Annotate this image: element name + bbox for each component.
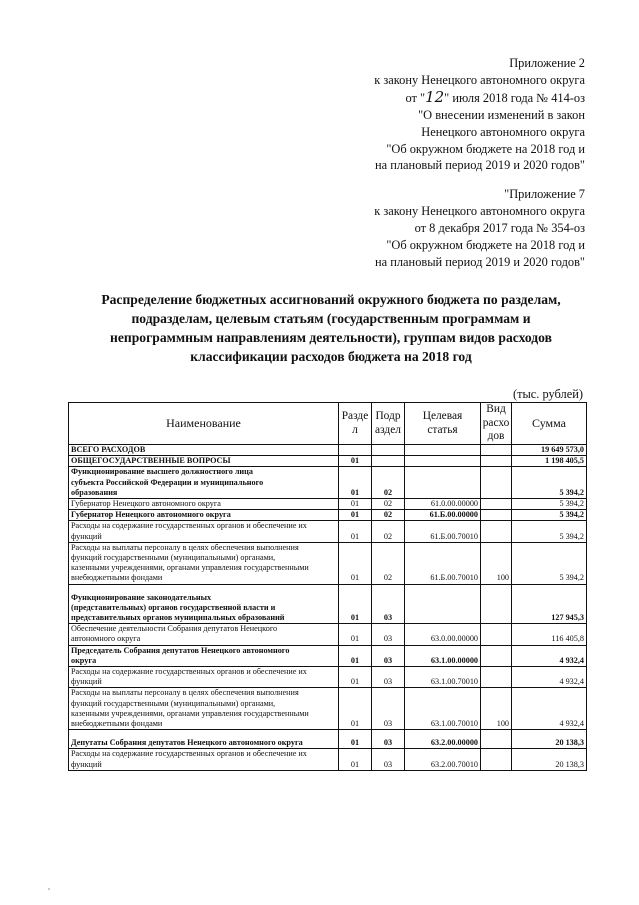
header-kind: Вид расхо дов bbox=[481, 403, 512, 445]
annex-7-reference bbox=[374, 186, 585, 271]
row-name bbox=[69, 467, 339, 499]
row-sum: 19 649 573,0 bbox=[512, 445, 587, 456]
row-name bbox=[69, 499, 339, 510]
row-target bbox=[405, 456, 481, 467]
table-row bbox=[69, 521, 587, 542]
row-sum: 4 932,4 bbox=[512, 667, 587, 688]
annex-line: на плановый период 2019 и 2020 годов" bbox=[375, 158, 585, 173]
row-name-line: внебюджетными фондами bbox=[71, 719, 163, 729]
row-name-line: округа bbox=[71, 655, 97, 665]
row-sum: 1 198 405,5 bbox=[512, 456, 587, 467]
row-section: 01 bbox=[339, 510, 372, 521]
row-name-line: функций государственными (муниципальными) органами, bbox=[71, 698, 276, 708]
row-subsection: 02 bbox=[372, 467, 405, 499]
row-name-line: функций bbox=[71, 677, 102, 687]
row-sum: 5 394,2 bbox=[512, 521, 587, 542]
row-section: 01 bbox=[339, 688, 372, 730]
annex-line: к закону Ненецкого автономного округа bbox=[374, 72, 585, 87]
row-subsection bbox=[372, 456, 405, 467]
row-target: 63.2.00.70010 bbox=[405, 749, 481, 770]
annex-line: "Об окружном бюджете на 2018 год и bbox=[386, 141, 585, 156]
row-kind: 100 bbox=[481, 688, 512, 730]
table-row bbox=[69, 667, 587, 688]
row-kind bbox=[481, 445, 512, 456]
row-kind bbox=[481, 584, 512, 624]
row-section: 01 bbox=[339, 624, 372, 645]
row-name-line: образования bbox=[71, 487, 118, 497]
annex-line: "Об окружном бюджете на 2018 год и bbox=[386, 237, 585, 252]
row-sum: 5 394,2 bbox=[512, 542, 587, 584]
row-sum: 4 932,4 bbox=[512, 688, 587, 730]
row-sum: 5 394,2 bbox=[512, 499, 587, 510]
row-kind: 100 bbox=[481, 542, 512, 584]
unit-label: (тыс. рублей) bbox=[512, 387, 583, 401]
row-subsection: 02 bbox=[372, 499, 405, 510]
row-kind bbox=[481, 456, 512, 467]
row-kind bbox=[481, 730, 512, 749]
row-name-line: внебюджетными фондами bbox=[71, 573, 163, 583]
table-row bbox=[69, 749, 587, 770]
row-kind bbox=[481, 510, 512, 521]
row-name-line: автономного округа bbox=[71, 634, 141, 644]
row-target bbox=[405, 467, 481, 499]
row-target: 63.2.00.00000 bbox=[405, 730, 481, 749]
row-kind bbox=[481, 499, 512, 510]
table-row bbox=[69, 445, 587, 456]
row-target: 61.Б.00.00000 bbox=[405, 510, 481, 521]
row-subsection: 02 bbox=[372, 542, 405, 584]
header-subsection: Подр аздел bbox=[372, 403, 405, 445]
row-sum: 116 405,8 bbox=[512, 624, 587, 645]
row-subsection: 03 bbox=[372, 688, 405, 730]
annex-line: на плановый период 2019 и 2020 годов" bbox=[375, 254, 585, 269]
row-name bbox=[69, 456, 339, 467]
row-target: 61.Б.00.70010 bbox=[405, 542, 481, 584]
handwritten-day: 12 bbox=[425, 87, 445, 106]
table-row bbox=[69, 542, 587, 584]
row-sum: 5 394,2 bbox=[512, 510, 587, 521]
annex-2-reference bbox=[374, 55, 585, 174]
annex-line-prefix: от " bbox=[405, 90, 426, 105]
table-row bbox=[69, 499, 587, 510]
row-name bbox=[69, 730, 339, 749]
row-name-line: Губернатор Ненецкого автономного округа bbox=[71, 510, 231, 520]
table-row bbox=[69, 467, 587, 499]
row-name-line: функций государственными (муниципальными) органами, bbox=[71, 553, 276, 563]
title-line: подразделам, целевым статьям (государственным программам и bbox=[131, 311, 531, 326]
row-section: 01 bbox=[339, 667, 372, 688]
row-sum: 127 945,3 bbox=[512, 584, 587, 624]
header-target: Целевая статья bbox=[405, 403, 481, 445]
row-name-line: Расходы на содержание государственных органов и обеспечение их bbox=[71, 521, 307, 531]
row-name bbox=[69, 445, 339, 456]
row-section: 01 bbox=[339, 749, 372, 770]
row-target: 63.0.00.00000 bbox=[405, 624, 481, 645]
title-line: непрограммным направлениям деятельности), группам видов расходов bbox=[110, 330, 552, 345]
row-kind bbox=[481, 645, 512, 666]
row-sum: 20 138,3 bbox=[512, 730, 587, 749]
row-name-line: функций bbox=[71, 759, 102, 769]
row-name-line: казенными учреждениями, органами управления государственными bbox=[71, 708, 309, 718]
table-row bbox=[69, 730, 587, 749]
row-section: 01 bbox=[339, 730, 372, 749]
row-name-line: (представительных) органов государственной власти и bbox=[71, 602, 276, 612]
scan-dot bbox=[48, 888, 50, 890]
annex-line: Ненецкого автономного округа bbox=[421, 124, 585, 139]
row-section: 01 bbox=[339, 456, 372, 467]
row-target: 63.1.00.70010 bbox=[405, 667, 481, 688]
row-name-line: представительных органов муниципальных образований bbox=[71, 613, 285, 623]
row-subsection: 03 bbox=[372, 667, 405, 688]
row-name-line: Расходы на выплаты персоналу в целях обеспечения выполнения bbox=[71, 688, 299, 698]
annex-line-suffix: " июля 2018 года № 414-оз bbox=[444, 90, 585, 105]
row-section: 01 bbox=[339, 645, 372, 666]
row-name bbox=[69, 510, 339, 521]
annex-line: к закону Ненецкого автономного округа bbox=[374, 203, 585, 218]
table-row bbox=[69, 688, 587, 730]
annex-line: "О внесении изменений в закон bbox=[418, 107, 585, 122]
row-name-line: функций bbox=[71, 531, 102, 541]
row-target: 63.1.00.70010 bbox=[405, 688, 481, 730]
row-name-line: субъекта Российской Федерации и муниципального bbox=[71, 477, 264, 487]
row-subsection: 02 bbox=[372, 521, 405, 542]
annex-line: Приложение 2 bbox=[509, 56, 585, 70]
row-name-line: Расходы на содержание государственных органов и обеспечение их bbox=[71, 667, 307, 677]
row-name-line: Председатель Собрания депутатов Ненецкого автономного bbox=[71, 645, 290, 655]
annex-line: "Приложение 7 bbox=[504, 187, 585, 201]
row-name-line: ОБЩЕГОСУДАРСТВЕННЫЕ ВОПРОСЫ bbox=[71, 456, 231, 466]
row-sum: 4 932,4 bbox=[512, 645, 587, 666]
row-name bbox=[69, 521, 339, 542]
row-name bbox=[69, 645, 339, 666]
row-sum: 20 138,3 bbox=[512, 749, 587, 770]
row-target: 63.1.00.00000 bbox=[405, 645, 481, 666]
row-kind bbox=[481, 624, 512, 645]
table-row bbox=[69, 645, 587, 666]
title-line: Распределение бюджетных ассигнований окружного бюджета по разделам, bbox=[101, 292, 561, 307]
row-name-line: казенными учреждениями, органами управления государственными bbox=[71, 563, 309, 573]
budget-table bbox=[68, 402, 587, 771]
row-section: 01 bbox=[339, 584, 372, 624]
row-kind bbox=[481, 521, 512, 542]
row-subsection: 03 bbox=[372, 624, 405, 645]
table-row bbox=[69, 624, 587, 645]
header-sum: Сумма bbox=[512, 403, 587, 445]
row-section: 01 bbox=[339, 499, 372, 510]
table-row bbox=[69, 584, 587, 624]
row-section: 01 bbox=[339, 542, 372, 584]
row-name bbox=[69, 584, 339, 624]
row-name-line: Расходы на выплаты персоналу в целях обеспечения выполнения bbox=[71, 542, 299, 552]
title-line: классификации расходов бюджета на 2018 год bbox=[190, 349, 472, 364]
header-name: Наименование bbox=[69, 403, 339, 445]
row-section: 01 bbox=[339, 467, 372, 499]
row-subsection: 03 bbox=[372, 645, 405, 666]
row-kind bbox=[481, 749, 512, 770]
row-subsection: 03 bbox=[372, 584, 405, 624]
row-target: 61.0.00.00000 bbox=[405, 499, 481, 510]
row-section bbox=[339, 445, 372, 456]
row-target: 61.Б.00.70010 bbox=[405, 521, 481, 542]
row-target bbox=[405, 584, 481, 624]
row-subsection bbox=[372, 445, 405, 456]
row-section: 01 bbox=[339, 521, 372, 542]
row-target bbox=[405, 445, 481, 456]
row-sum: 5 394,2 bbox=[512, 467, 587, 499]
row-name-line: Расходы на содержание государственных органов и обеспечение их bbox=[71, 749, 307, 759]
row-name-line: Губернатор Ненецкого автономного округа bbox=[71, 499, 221, 509]
row-name-line: Функционирование высшего должностного лица bbox=[71, 467, 253, 477]
row-name bbox=[69, 688, 339, 730]
table-row bbox=[69, 510, 587, 521]
annex-line: от 8 декабря 2017 года № 354-оз bbox=[414, 220, 585, 235]
row-name-line: Депутаты Собрания депутатов Ненецкого автономного округа bbox=[71, 738, 303, 748]
row-subsection: 02 bbox=[372, 510, 405, 521]
document-title bbox=[66, 290, 596, 366]
row-name bbox=[69, 749, 339, 770]
row-name-line: Функционирование законодательных bbox=[71, 592, 212, 602]
row-name bbox=[69, 667, 339, 688]
annex-line bbox=[374, 89, 585, 107]
header-section: Разде л bbox=[339, 403, 372, 445]
row-name-line: Обеспечение деятельности Собрания депутатов Ненецкого bbox=[71, 624, 278, 634]
row-kind bbox=[481, 467, 512, 499]
row-name bbox=[69, 542, 339, 584]
row-name bbox=[69, 624, 339, 645]
table-row bbox=[69, 456, 587, 467]
table-header-row bbox=[69, 403, 587, 445]
row-kind bbox=[481, 667, 512, 688]
row-subsection: 03 bbox=[372, 730, 405, 749]
row-name-line: ВСЕГО РАСХОДОВ bbox=[71, 445, 146, 454]
row-subsection: 03 bbox=[372, 749, 405, 770]
